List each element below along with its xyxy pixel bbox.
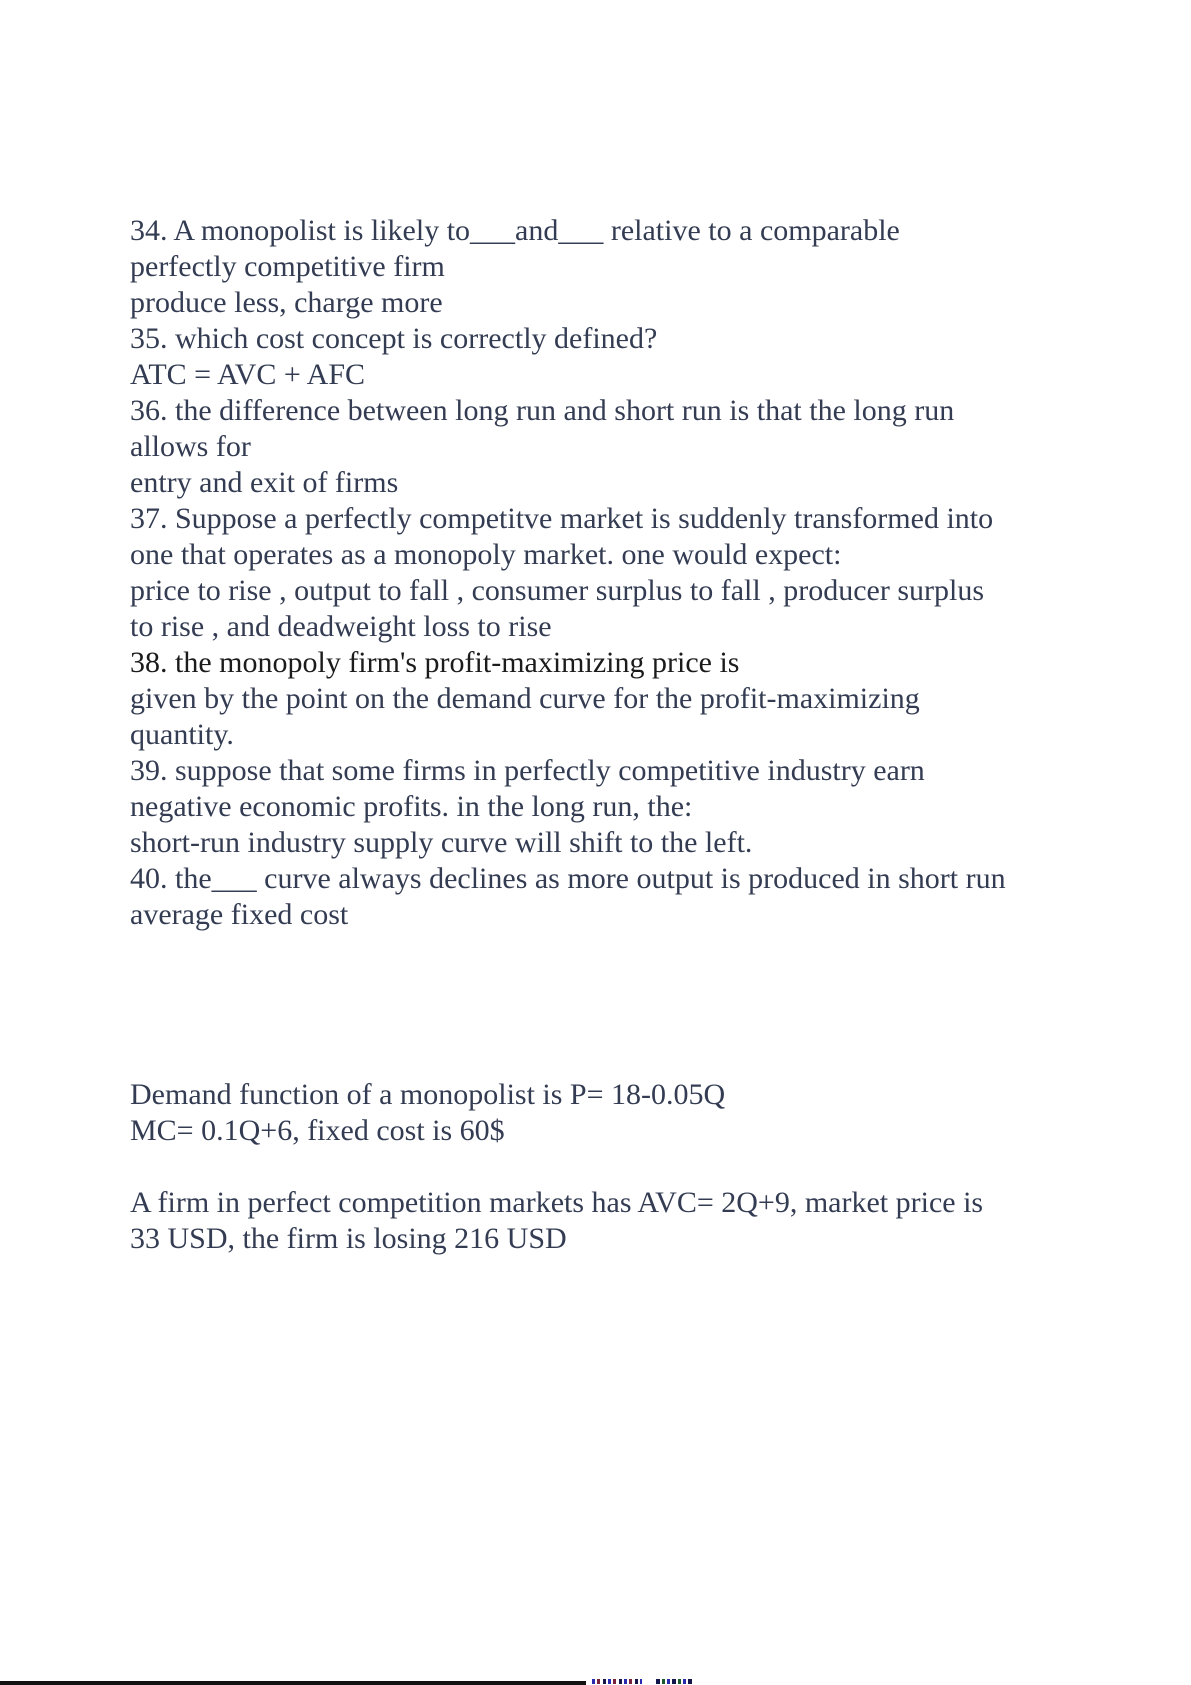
question-36-answer: entry and exit of firms bbox=[130, 466, 399, 499]
problem-perfect-competition-line-1: A firm in perfect competition markets has AVC= 2Q+9, market price is bbox=[130, 1186, 984, 1219]
problem-monopolist-line-1: Demand function of a monopolist is P= 18-0.05Q bbox=[130, 1078, 726, 1111]
bottom-cutoff-text-fragment bbox=[592, 1679, 642, 1684]
bottom-cutoff-text-fragment bbox=[656, 1679, 694, 1684]
question-40-answer: average fixed cost bbox=[130, 898, 349, 931]
document-page bbox=[130, 213, 1120, 1257]
question-40-line-1: 40. the___ curve always declines as more output is produced in short run bbox=[130, 862, 1006, 895]
question-34-line-1: 34. A monopolist is likely to___and___ relative to a comparable bbox=[130, 214, 900, 247]
question-36-line-1: 36. the difference between long run and short run is that the long run bbox=[130, 394, 955, 427]
problem-perfect-competition-line-2: 33 USD, the firm is losing 216 USD bbox=[130, 1222, 567, 1255]
question-39-line-1: 39. suppose that some firms in perfectly competitive industry earn bbox=[130, 754, 925, 787]
question-37-answer-line-1: price to rise , output to fall , consumer surplus to fall , producer surplus bbox=[130, 574, 984, 607]
question-35-answer: ATC = AVC + AFC bbox=[130, 358, 366, 391]
question-35-line-1: 35. which cost concept is correctly defined? bbox=[130, 322, 658, 355]
question-37-answer-line-2: to rise , and deadweight loss to rise bbox=[130, 610, 552, 643]
question-36-line-2: allows for bbox=[130, 430, 251, 463]
question-34-answer: produce less, charge more bbox=[130, 286, 443, 319]
question-39-answer: short-run industry supply curve will shift to the left. bbox=[130, 826, 753, 859]
question-34-line-2: perfectly competitive firm bbox=[130, 250, 445, 283]
question-38-answer-line-2: quantity. bbox=[130, 718, 234, 751]
question-37-line-1: 37. Suppose a perfectly competitve market is suddenly transformed into bbox=[130, 502, 994, 535]
question-38-answer-line-1: given by the point on the demand curve for the profit-maximizing bbox=[130, 682, 920, 715]
question-38-line-1: 38. the monopoly firm's profit-maximizing price is bbox=[130, 646, 740, 679]
blank-gap-small bbox=[130, 1149, 1120, 1185]
bottom-cutoff-line bbox=[0, 1681, 586, 1685]
question-37-line-2: one that operates as a monopoly market. one would expect: bbox=[130, 538, 842, 571]
problem-monopolist-line-2: MC= 0.1Q+6, fixed cost is 60$ bbox=[130, 1114, 505, 1147]
blank-gap-large bbox=[130, 933, 1120, 1077]
question-39-line-2: negative economic profits. in the long run, the: bbox=[130, 790, 693, 823]
